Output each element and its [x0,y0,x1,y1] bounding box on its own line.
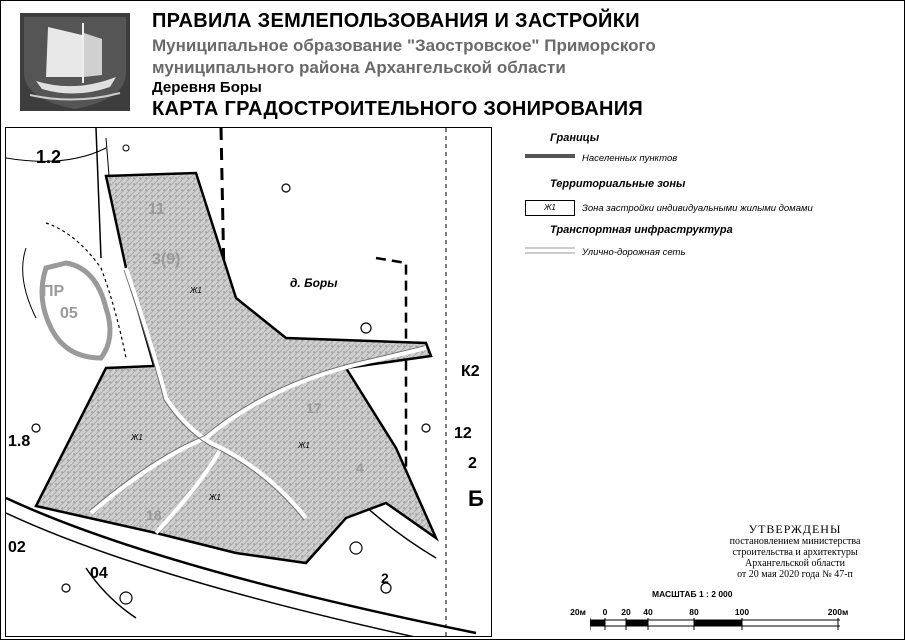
zone-zh1-polygon[interactable] [36,173,436,563]
legend-item-zone: Зона застройки индивидуальными жилыми домами [582,203,813,214]
settlement-border-symbol [525,152,575,162]
approval-line: Архангельской области [745,558,845,569]
topo-label: 1.8 [8,433,31,450]
topo-label: 12 [454,425,472,442]
scale-label: 20м [570,607,586,617]
approval-line: от 20 мая 2020 года № 47-п [737,569,853,580]
topo-label: 11 [148,201,165,218]
road-symbol [525,246,575,256]
header [0,0,905,125]
zoning-map[interactable] [5,127,492,637]
topo-label: 05 [60,305,78,322]
scale-label: 80 [689,607,699,617]
zone-label: Ж1 [209,493,221,502]
scale-label: 200м [827,607,849,617]
municipality-line-1: Муниципальное образование "Заостровское" Приморского [152,36,656,55]
zone-label: Ж1 [190,286,202,295]
scale-label: 100 [734,607,750,617]
approval-stamp [690,522,900,580]
legend-section-transport: Транспортная инфраструктура [550,224,733,236]
scale-label: 20 [621,607,631,617]
settlement-name: Деревня Боры [152,79,262,96]
topo-label: 17 [306,400,322,416]
topo-label: 2 [468,455,477,472]
topo-label: ПР [42,283,65,300]
topo-label: 1.2 [36,147,62,167]
map-title: КАРТА ГРАДОСТРОИТЕЛЬНОГО ЗОНИРОВАНИЯ [152,98,644,120]
map-canvas [6,128,491,636]
topo-label: 02 [8,539,26,556]
topo-label: 4 [356,460,364,476]
topo-label: 3(9) [152,251,181,268]
topo-label: К2 [461,363,480,380]
legend-item-roads: Улично-дорожная сеть [582,247,686,258]
legend-section-zones: Территориальные зоны [550,178,686,190]
coat-of-arms-icon [20,13,130,111]
approval-title: УТВЕРЖДЕНЫ [748,522,842,536]
scale-bar [590,618,842,632]
topo-label: 2 [381,570,389,586]
document-title: ПРАВИЛА ЗЕМЛЕПОЛЬЗОВАНИЯ И ЗАСТРОЙКИ [152,10,640,32]
place-label: д. Боры [290,276,338,290]
topo-label: 18 [146,507,162,523]
topo-label: 04 [90,565,108,582]
legend-item-settlements: Населенных пунктов [582,153,678,164]
zone-label: Ж1 [298,441,310,450]
scale-label: 40 [643,607,653,617]
approval-line: постановлением министерства [729,536,861,547]
zone-symbol: Ж1 [525,200,575,216]
municipality-line-2: муниципального района Архангельской области [152,58,566,77]
approval-line: строительства и архитектуры [732,547,858,558]
topo-label: Б [468,486,484,511]
legend-section-borders: Границы [550,132,600,144]
scale-title: МАСШТАБ 1 : 2 000 [652,589,733,599]
scale-label: 0 [602,607,608,617]
zone-label: Ж1 [131,433,143,442]
